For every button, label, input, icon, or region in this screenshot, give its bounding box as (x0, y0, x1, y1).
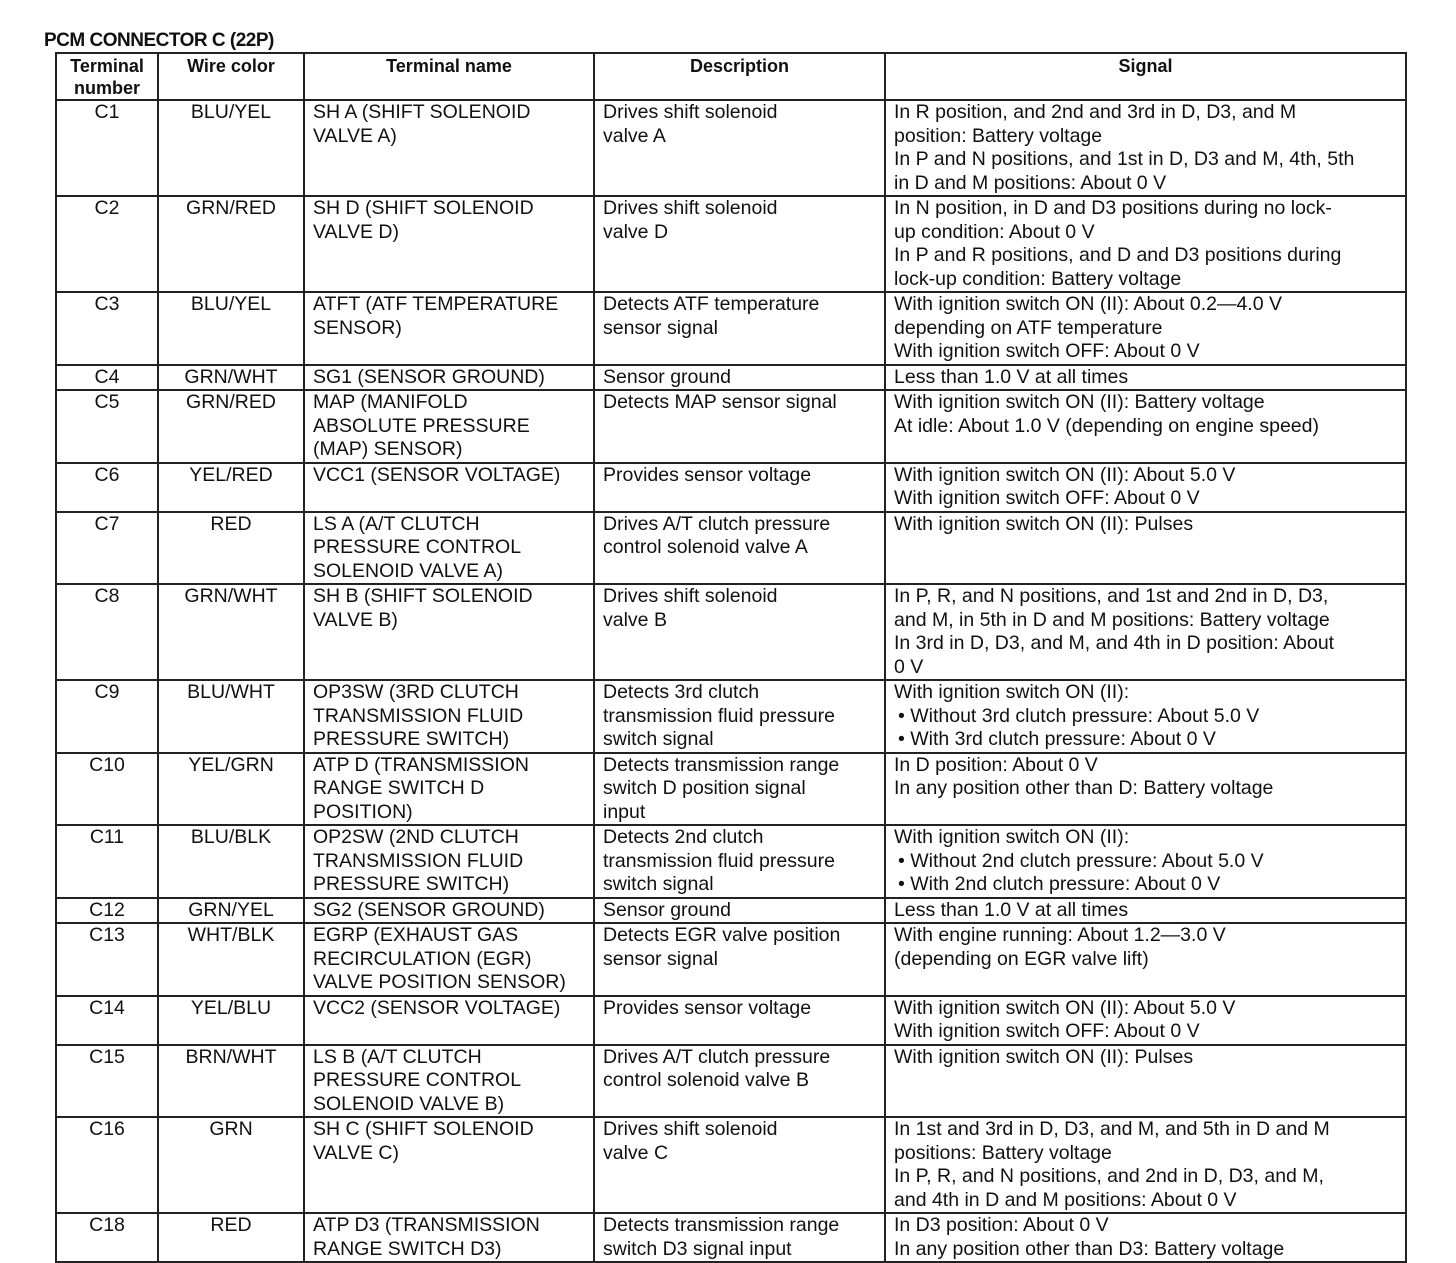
signal-cell-line: and M, in 5th in D and M positions: Battery voltage (894, 608, 1330, 631)
terminal-name-cell-line: PRESSURE CONTROL (313, 536, 522, 558)
terminal-number-cell: C11 (56, 825, 158, 898)
terminal-name-cell-line: ATP D (TRANSMISSION (313, 753, 529, 776)
terminal-name-cell (304, 825, 594, 898)
signal-cell-line: With ignition switch ON (II): About 5.0 V (894, 996, 1236, 1019)
description-cell-line: transmission fluid pressure (603, 704, 835, 727)
signal-cell-line: Less than 1.0 V at all times (894, 898, 1129, 921)
description-cell (594, 996, 885, 1045)
description-cell-line: sensor signal (603, 316, 718, 339)
signal-cell-line: positions: Battery voltage (894, 1141, 1112, 1164)
terminal-name-cell-line: VCC2 (SENSOR VOLTAGE) (313, 996, 561, 1019)
terminal-name-cell (304, 898, 594, 924)
connector-table (55, 52, 1407, 1263)
signal-cell (885, 390, 1406, 463)
terminal-name-cell-line: SG1 (SENSOR GROUND) (313, 365, 545, 388)
description-cell (594, 1213, 885, 1262)
signal-cell-line: In D3 position: About 0 V (894, 1214, 1109, 1236)
signal-cell-line: In D position: About 0 V (894, 753, 1098, 776)
terminal-name-cell (304, 996, 594, 1045)
description-cell-line: Drives shift solenoid (603, 1118, 778, 1140)
wire-color-cell: BLU/YEL (158, 292, 304, 365)
table-body (56, 100, 1406, 1262)
description-cell-line: Drives A/T clutch pressure (603, 512, 831, 535)
terminal-number-cell: C15 (56, 1045, 158, 1118)
terminal-name-cell-line: VALVE A) (313, 124, 397, 147)
wire-color-cell: RED (158, 1213, 304, 1262)
description-cell-line: Sensor ground (603, 365, 731, 388)
description-cell-line: Sensor ground (603, 898, 731, 921)
page-title: PCM CONNECTOR C (22P) (44, 30, 274, 51)
terminal-name-cell-line: SOLENOID VALVE B) (313, 1092, 505, 1115)
description-cell-line: switch signal (603, 873, 714, 895)
table-row (56, 292, 1406, 365)
terminal-name-cell (304, 196, 594, 292)
signal-cell-line: In P and R positions, and D and D3 positions during (894, 244, 1342, 266)
table-row (56, 1045, 1406, 1118)
signal-cell-line: • Without 2nd clutch pressure: About 5.0 V (898, 849, 1264, 872)
description-cell-line: Provides sensor voltage (603, 463, 812, 486)
signal-cell-line: With ignition switch OFF: About 0 V (894, 487, 1200, 509)
description-cell (594, 825, 885, 898)
terminal-name-cell (304, 584, 594, 680)
signal-cell (885, 923, 1406, 996)
header-terminal-number (56, 53, 158, 100)
table-row (56, 825, 1406, 898)
terminal-number-cell: C13 (56, 923, 158, 996)
terminal-name-cell-line: SH C (SHIFT SOLENOID (313, 1118, 534, 1140)
description-cell (594, 390, 885, 463)
terminal-number-cell: C2 (56, 196, 158, 292)
wire-color-cell: GRN/YEL (158, 898, 304, 924)
header-wire-color: Wire color (158, 53, 304, 100)
table-header-row (56, 53, 1406, 100)
signal-cell-line: In 3rd in D, D3, and M, and 4th in D position: About (894, 632, 1335, 654)
description-cell-line: Detects 3rd clutch (603, 681, 760, 703)
description-cell-line: control solenoid valve A (603, 536, 808, 558)
description-cell-line: sensor signal (603, 947, 718, 970)
terminal-name-cell-line: RECIRCULATION (EGR) (313, 947, 532, 970)
terminal-number-cell: C8 (56, 584, 158, 680)
wire-color-cell: BLU/WHT (158, 680, 304, 753)
signal-cell (885, 825, 1406, 898)
description-cell-line: switch D position signal (603, 777, 806, 799)
signal-cell-line: With engine running: About 1.2—3.0 V (894, 924, 1226, 946)
table-row (56, 898, 1406, 924)
terminal-number-cell: C12 (56, 898, 158, 924)
description-cell (594, 100, 885, 196)
description-cell-line: control solenoid valve B (603, 1069, 809, 1091)
description-cell (594, 923, 885, 996)
table-row (56, 996, 1406, 1045)
description-cell (594, 292, 885, 365)
wire-color-cell: GRN/WHT (158, 365, 304, 391)
terminal-name-cell (304, 680, 594, 753)
signal-cell (885, 512, 1406, 585)
description-cell-line: Detects ATF temperature (603, 293, 820, 315)
signal-cell-line: With ignition switch ON (II): (894, 826, 1130, 848)
terminal-name-cell (304, 1117, 594, 1213)
description-cell (594, 463, 885, 512)
header-signal: Signal (885, 53, 1406, 100)
terminal-name-cell-line: LS A (A/T CLUTCH (313, 512, 480, 535)
table-row (56, 923, 1406, 996)
header-terminal-line: number (73, 78, 140, 98)
description-cell-line: Drives shift solenoid (603, 585, 778, 607)
terminal-name-cell (304, 753, 594, 826)
terminal-name-cell-line: OP2SW (2ND CLUTCH (313, 826, 519, 848)
signal-cell-line: Less than 1.0 V at all times (894, 365, 1129, 388)
terminal-name-cell (304, 292, 594, 365)
terminal-name-cell (304, 390, 594, 463)
description-cell (594, 1117, 885, 1213)
signal-cell-line: With ignition switch OFF: About 0 V (894, 340, 1200, 362)
wire-color-cell: BLU/YEL (158, 100, 304, 196)
terminal-name-cell-line: TRANSMISSION FLUID (313, 849, 524, 872)
description-cell (594, 898, 885, 924)
terminal-name-cell-line: ATP D3 (TRANSMISSION (313, 1214, 540, 1236)
signal-cell-line: With ignition switch OFF: About 0 V (894, 1020, 1200, 1042)
signal-cell-line: At idle: About 1.0 V (depending on engine speed) (894, 414, 1319, 437)
terminal-number-cell: C5 (56, 390, 158, 463)
wire-color-cell: GRN (158, 1117, 304, 1213)
signal-cell (885, 996, 1406, 1045)
terminal-name-cell (304, 1213, 594, 1262)
terminal-number-cell: C9 (56, 680, 158, 753)
table-row (56, 1117, 1406, 1213)
signal-cell-line: in D and M positions: About 0 V (894, 171, 1167, 194)
table-row (56, 680, 1406, 753)
terminal-name-cell-line: SOLENOID VALVE A) (313, 559, 504, 582)
terminal-name-cell-line: VALVE B) (313, 608, 398, 631)
signal-cell (885, 753, 1406, 826)
wire-color-cell: GRN/RED (158, 390, 304, 463)
signal-cell-line: • With 2nd clutch pressure: About 0 V (898, 873, 1221, 895)
terminal-name-cell-line: LS B (A/T CLUTCH (313, 1045, 482, 1068)
table-row (56, 753, 1406, 826)
signal-cell (885, 1213, 1406, 1262)
terminal-number-cell: C1 (56, 100, 158, 196)
description-cell-line: switch signal (603, 728, 714, 750)
signal-cell (885, 100, 1406, 196)
description-cell-line: Drives shift solenoid (603, 197, 778, 219)
terminal-name-cell-line: EGRP (EXHAUST GAS (313, 924, 519, 946)
description-cell-line: Detects transmission range (603, 753, 840, 776)
terminal-name-cell (304, 100, 594, 196)
description-cell-line: valve A (603, 124, 666, 147)
terminal-name-cell (304, 463, 594, 512)
signal-cell-line: 0 V (894, 655, 924, 678)
terminal-name-cell-line: SH A (SHIFT SOLENOID (313, 101, 531, 123)
terminal-name-cell-line: VCC1 (SENSOR VOLTAGE) (313, 463, 561, 486)
signal-cell-line: With ignition switch ON (II): About 5.0 V (894, 463, 1236, 486)
signal-cell (885, 292, 1406, 365)
terminal-number-cell: C18 (56, 1213, 158, 1262)
description-cell (594, 365, 885, 391)
signal-cell-line: and 4th in D and M positions: About 0 V (894, 1188, 1237, 1211)
terminal-number-cell: C16 (56, 1117, 158, 1213)
wire-color-cell: BLU/BLK (158, 825, 304, 898)
terminal-name-cell-line: PRESSURE SWITCH) (313, 873, 510, 895)
signal-cell (885, 1117, 1406, 1213)
signal-cell-line: up condition: About 0 V (894, 220, 1095, 243)
terminal-name-cell-line: SH D (SHIFT SOLENOID (313, 197, 534, 219)
wire-color-cell: GRN/RED (158, 196, 304, 292)
signal-cell-line: • With 3rd clutch pressure: About 0 V (898, 728, 1216, 750)
signal-cell-line: In P, R, and N positions, and 1st and 2nd in D, D3, (894, 585, 1329, 607)
signal-cell-line: In 1st and 3rd in D, D3, and M, and 5th in D and M (894, 1118, 1330, 1140)
signal-cell-line: In R position, and 2nd and 3rd in D, D3, and M (894, 101, 1297, 123)
terminal-number-cell: C14 (56, 996, 158, 1045)
terminal-name-cell-line: TRANSMISSION FLUID (313, 704, 524, 727)
signal-cell-line: depending on ATF temperature (894, 316, 1163, 339)
signal-cell-line: In any position other than D3: Battery voltage (894, 1237, 1285, 1260)
description-cell-line: Drives A/T clutch pressure (603, 1045, 831, 1068)
signal-cell-line: position: Battery voltage (894, 124, 1103, 147)
description-cell-line: Detects transmission range (603, 1214, 840, 1236)
wire-color-cell: BRN/WHT (158, 1045, 304, 1118)
terminal-name-cell-line: MAP (MANIFOLD (313, 391, 468, 413)
terminal-name-cell-line: PRESSURE CONTROL (313, 1069, 522, 1091)
signal-cell (885, 680, 1406, 753)
terminal-number-cell: C3 (56, 292, 158, 365)
wire-color-cell: YEL/BLU (158, 996, 304, 1045)
terminal-name-cell (304, 365, 594, 391)
terminal-name-cell-line: VALVE POSITION SENSOR) (313, 971, 566, 993)
wire-color-cell: WHT/BLK (158, 923, 304, 996)
wire-color-cell: YEL/RED (158, 463, 304, 512)
signal-cell-line: (depending on EGR valve lift) (894, 947, 1149, 970)
description-cell-line: Detects EGR valve position (603, 924, 841, 946)
table-row (56, 196, 1406, 292)
terminal-name-cell (304, 1045, 594, 1118)
signal-cell-line: • Without 3rd clutch pressure: About 5.0 V (898, 704, 1260, 727)
header-terminal-name: Terminal name (304, 53, 594, 100)
terminal-name-cell-line: POSITION) (313, 800, 413, 823)
description-cell-line: Drives shift solenoid (603, 101, 778, 123)
terminal-name-cell-line: SG2 (SENSOR GROUND) (313, 898, 545, 921)
terminal-name-cell-line: SH B (SHIFT SOLENOID (313, 585, 533, 607)
wire-color-cell: GRN/WHT (158, 584, 304, 680)
description-cell-line: input (603, 800, 646, 823)
signal-cell-line: lock-up condition: Battery voltage (894, 267, 1182, 290)
header-description: Description (594, 53, 885, 100)
table-row (56, 584, 1406, 680)
terminal-name-cell-line: RANGE SWITCH D (313, 777, 485, 799)
table-row (56, 365, 1406, 391)
description-cell-line: Detects MAP sensor signal (603, 391, 837, 413)
signal-cell-line: With ignition switch ON (II): About 0.2—4.0 V (894, 293, 1282, 315)
wire-color-cell: YEL/GRN (158, 753, 304, 826)
wire-color-cell: RED (158, 512, 304, 585)
terminal-name-cell-line: VALVE D) (313, 220, 399, 243)
terminal-name-cell-line: SENSOR) (313, 316, 402, 339)
table-row (56, 512, 1406, 585)
terminal-name-cell (304, 923, 594, 996)
description-cell-line: Detects 2nd clutch (603, 826, 764, 848)
signal-cell (885, 898, 1406, 924)
description-cell-line: valve C (603, 1141, 669, 1164)
description-cell-line: switch D3 signal input (603, 1237, 792, 1260)
terminal-name-cell-line: OP3SW (3RD CLUTCH (313, 681, 519, 703)
terminal-number-cell: C6 (56, 463, 158, 512)
description-cell-line: valve D (603, 220, 669, 243)
header-terminal-line: Terminal (70, 56, 144, 76)
description-cell (594, 512, 885, 585)
signal-cell-line: With ignition switch ON (II): Battery voltage (894, 391, 1265, 413)
terminal-name-cell-line: ATFT (ATF TEMPERATURE (313, 293, 559, 315)
signal-cell-line: In P and N positions, and 1st in D, D3 and M, 4th, 5th (894, 148, 1355, 170)
signal-cell (885, 584, 1406, 680)
signal-cell (885, 463, 1406, 512)
signal-cell-line: With ignition switch ON (II): Pulses (894, 1045, 1194, 1068)
terminal-name-cell-line: VALVE C) (313, 1141, 399, 1164)
description-cell (594, 680, 885, 753)
description-cell-line: Provides sensor voltage (603, 996, 812, 1019)
description-cell-line: valve B (603, 608, 667, 631)
signal-cell-line: With ignition switch ON (II): (894, 681, 1130, 703)
signal-cell-line: In any position other than D: Battery voltage (894, 777, 1274, 799)
signal-cell (885, 196, 1406, 292)
table-row (56, 1213, 1406, 1262)
terminal-name-cell-line: RANGE SWITCH D3) (313, 1237, 502, 1260)
terminal-number-cell: C4 (56, 365, 158, 391)
description-cell (594, 1045, 885, 1118)
signal-cell-line: In P, R, and N positions, and 2nd in D, D3, and M, (894, 1165, 1324, 1187)
terminal-name-cell-line: PRESSURE SWITCH) (313, 728, 510, 750)
terminal-name-cell (304, 512, 594, 585)
description-cell-line: transmission fluid pressure (603, 849, 835, 872)
terminal-name-cell-line: ABSOLUTE PRESSURE (313, 414, 530, 437)
signal-cell-line: With ignition switch ON (II): Pulses (894, 512, 1194, 535)
signal-cell (885, 365, 1406, 391)
terminal-name-cell-line: (MAP) SENSOR) (313, 438, 463, 460)
table-row (56, 390, 1406, 463)
description-cell (594, 196, 885, 292)
description-cell (594, 753, 885, 826)
table-row (56, 463, 1406, 512)
description-cell (594, 584, 885, 680)
signal-cell-line: In N position, in D and D3 positions during no lock- (894, 197, 1332, 219)
table-row (56, 100, 1406, 196)
signal-cell (885, 1045, 1406, 1118)
terminal-number-cell: C10 (56, 753, 158, 826)
terminal-number-cell: C7 (56, 512, 158, 585)
